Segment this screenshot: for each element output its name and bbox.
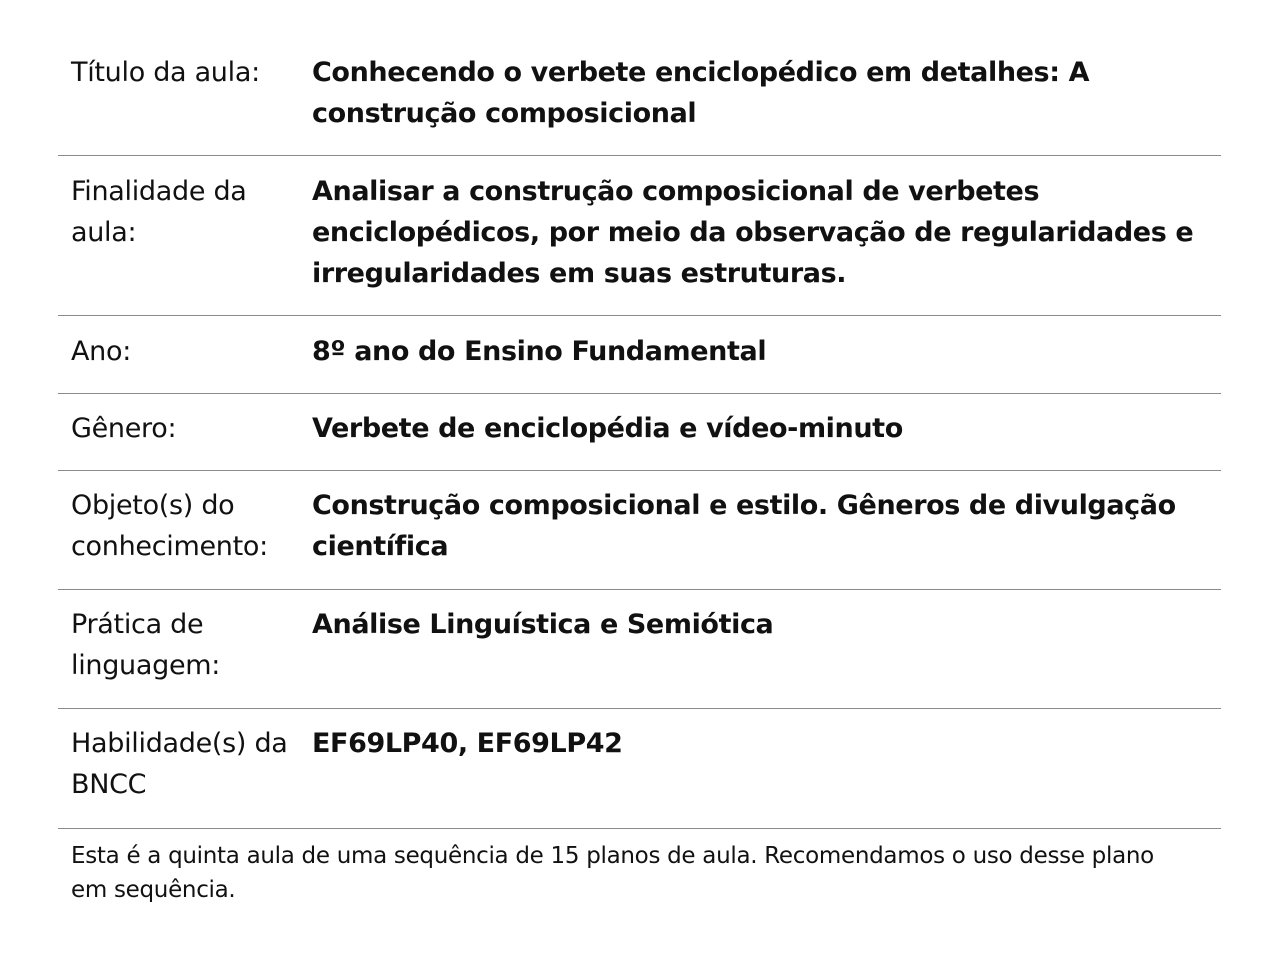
- row-label: Gênero:: [71, 413, 177, 444]
- row-value: Conhecendo o verbete enciclopédico em detalhes: A construção composicional: [312, 57, 1090, 129]
- info-row-genre: [58, 394, 1221, 471]
- row-value: Construção composicional e estilo. Gêneros de divulgação científica: [312, 490, 1176, 562]
- info-row-bncc-skills: [58, 709, 1221, 829]
- row-value: 8º ano do Ensino Fundamental: [312, 336, 767, 367]
- row-value: Verbete de enciclopédia e vídeo-minuto: [312, 413, 903, 444]
- lesson-plan-info-table: [58, 36, 1221, 907]
- row-label: Título da aula:: [71, 57, 260, 88]
- row-value: Analisar a construção composicional de verbetes enciclopédicos, por meio da observação de regularidades e irregularidades em suas estruturas.: [312, 176, 1194, 289]
- row-value: EF69LP40, EF69LP42: [312, 728, 623, 759]
- sequence-footnote: Esta é a quinta aula de uma sequência de 15 planos de aula. Recomendamos o uso desse plano em sequência.: [71, 843, 1154, 903]
- info-row-purpose: [58, 156, 1221, 316]
- row-label: Habilidade(s) da BNCC: [71, 728, 288, 800]
- row-label: Objeto(s) do conhecimento:: [71, 490, 268, 562]
- info-row-year: [58, 316, 1221, 394]
- row-label: Prática de linguagem:: [71, 609, 221, 681]
- row-value: Análise Linguística e Semiótica: [312, 609, 774, 640]
- info-row-title: [58, 36, 1221, 156]
- row-label: Ano:: [71, 336, 131, 367]
- info-row-knowledge-objects: [58, 471, 1221, 590]
- info-row-language-practice: [58, 590, 1221, 709]
- row-label: Finalidade da aula:: [71, 176, 247, 248]
